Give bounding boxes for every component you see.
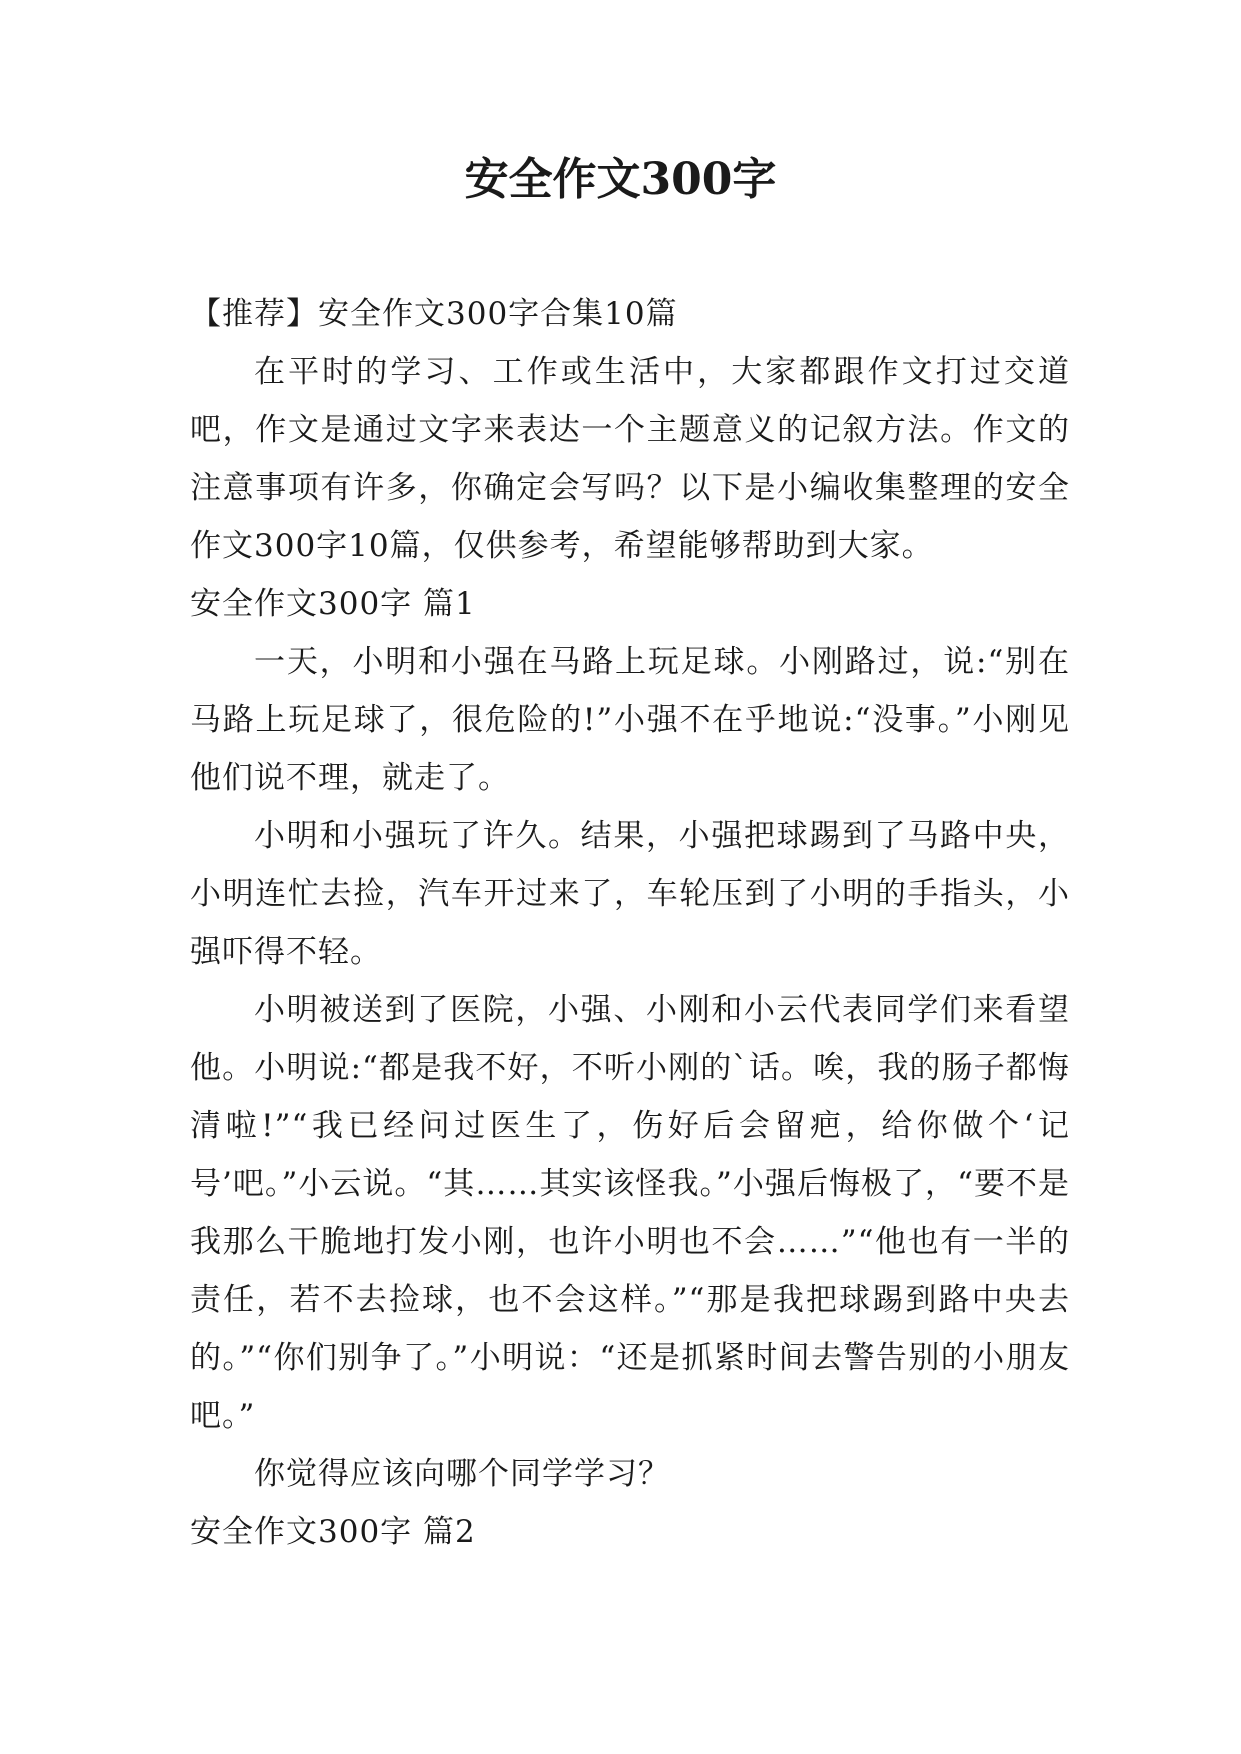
intro-paragraph: 在平时的学习、工作或生活中，大家都跟作文打过交道吧，作文是通过文字来表达一个主题意义的记叙方法。作文的注意事项有许多，你确定会写吗？以下是小编收集整理的安全作文300字10篇，仅供参考，希望能够帮助到大家。	[190, 354, 1070, 564]
section-heading-1: 安全作文300字 篇1	[190, 586, 476, 622]
section1-paragraph-2: 小明和小强玩了许久。结果，小强把球踢到了马路中央，小明连忙去捡，汽车开过来了，车轮压到了小明的手指头，小强吓得不轻。	[190, 818, 1070, 970]
document-body	[190, 285, 1070, 1561]
section1-paragraph-3: 小明被送到了医院，小强、小刚和小云代表同学们来看望他。小明说:“都是我不好，不听小刚的`话。唉，我的肠子都悔清啦!”“我已经问过医生了，伤好后会留疤，给你做个‘记号’吧。”小云说。“其……其实该怪我。”小强后悔极了，“要不是我那么干脆地打发小刚，也许小明也不会……”“他也有一半的责任，若不去捡球，也不会这样。”“那是我把球踢到路中央去的。”“你们别争了。”小明说：“还是抓紧时间去警告别的小朋友吧。”	[190, 992, 1070, 1434]
section-heading-2: 安全作文300字 篇2	[190, 1514, 476, 1550]
section1-paragraph-4: 你觉得应该向哪个同学学习？	[254, 1456, 670, 1492]
section1-paragraph-1: 一天，小明和小强在马路上玩足球。小刚路过，说:“别在马路上玩足球了，很危险的!”小强不在乎地说:“没事。”小刚见他们说不理，就走了。	[190, 644, 1070, 796]
document-subtitle: 【推荐】安全作文300字合集10篇	[190, 296, 678, 332]
document-title: 安全作文300字	[464, 154, 777, 205]
